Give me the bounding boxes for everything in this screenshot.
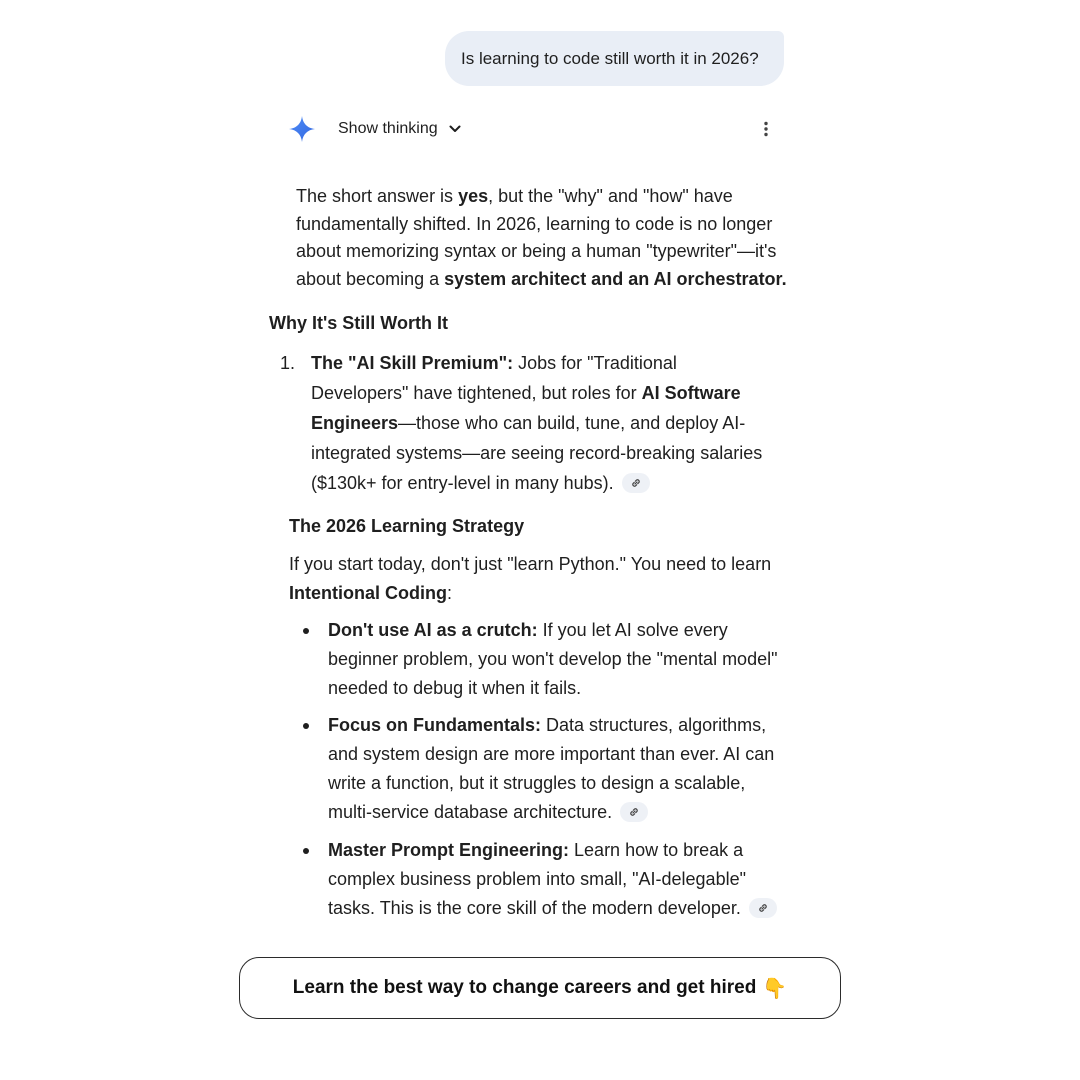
source-link-chip[interactable] — [749, 898, 777, 918]
list-item: The "AI Skill Premium": Jobs for "Traditional Developers" have tightened, but roles for AI Software Engineers—those who can build, tune, and deploy AI- integrated systems—are seeing record-breaking salaries ($130k+ for entry-level in many hubs). — [311, 353, 763, 493]
pointing-down-icon: 👇 — [762, 977, 788, 1000]
more-vertical-icon[interactable] — [754, 117, 778, 141]
list-item: Master Prompt Engineering: Learn how to break a complex business problem into small, "AI-delegable" tasks. This is the core skill of the modern developer. — [328, 836, 777, 923]
user-message-bubble — [445, 31, 784, 86]
cta-label: Learn the best way to change careers and get hired — [292, 977, 757, 998]
bullet-dot — [303, 723, 309, 729]
why-heading: Why It's Still Worth It — [269, 313, 448, 333]
gemini-spark-icon — [288, 115, 316, 143]
list-item: Don't use AI as a crutch: If you let AI solve every beginner problem, you won't develop the "mental model" needed to debug it when it fails. — [328, 620, 778, 698]
cta-button[interactable] — [239, 957, 841, 1019]
bullet-dot — [303, 848, 309, 854]
link-icon — [757, 902, 769, 914]
show-thinking-toggle[interactable] — [338, 114, 462, 144]
strategy-paragraph: If you start today, don't just "learn Python." You need to learn Intentional Coding: — [289, 554, 772, 603]
chevron-down-icon — [448, 122, 462, 136]
list-number: 1. — [280, 353, 296, 373]
intro-paragraph: The short answer is yes, but the "why" and "how" have fundamentally shifted. In 2026, learning to code is no longer about memorizing syntax or being a human "typewriter"—it's about becoming a system architect and an AI orchestrator. — [296, 186, 787, 289]
user-message-text: Is learning to code still worth it in 2026? — [461, 48, 759, 68]
source-link-chip[interactable] — [622, 473, 650, 493]
strategy-heading: The 2026 Learning Strategy — [289, 516, 525, 536]
link-icon — [630, 477, 642, 489]
show-thinking-label: Show thinking — [338, 120, 438, 137]
link-icon — [628, 806, 640, 818]
response-header — [288, 114, 778, 144]
source-link-chip[interactable] — [620, 802, 648, 822]
bullet-dot — [303, 628, 309, 634]
list-item: Focus on Fundamentals: Data structures, algorithms, and system design are more important than ever. AI can write a function, but it struggles to design a scalable, multi-service database architecture. — [328, 715, 775, 822]
